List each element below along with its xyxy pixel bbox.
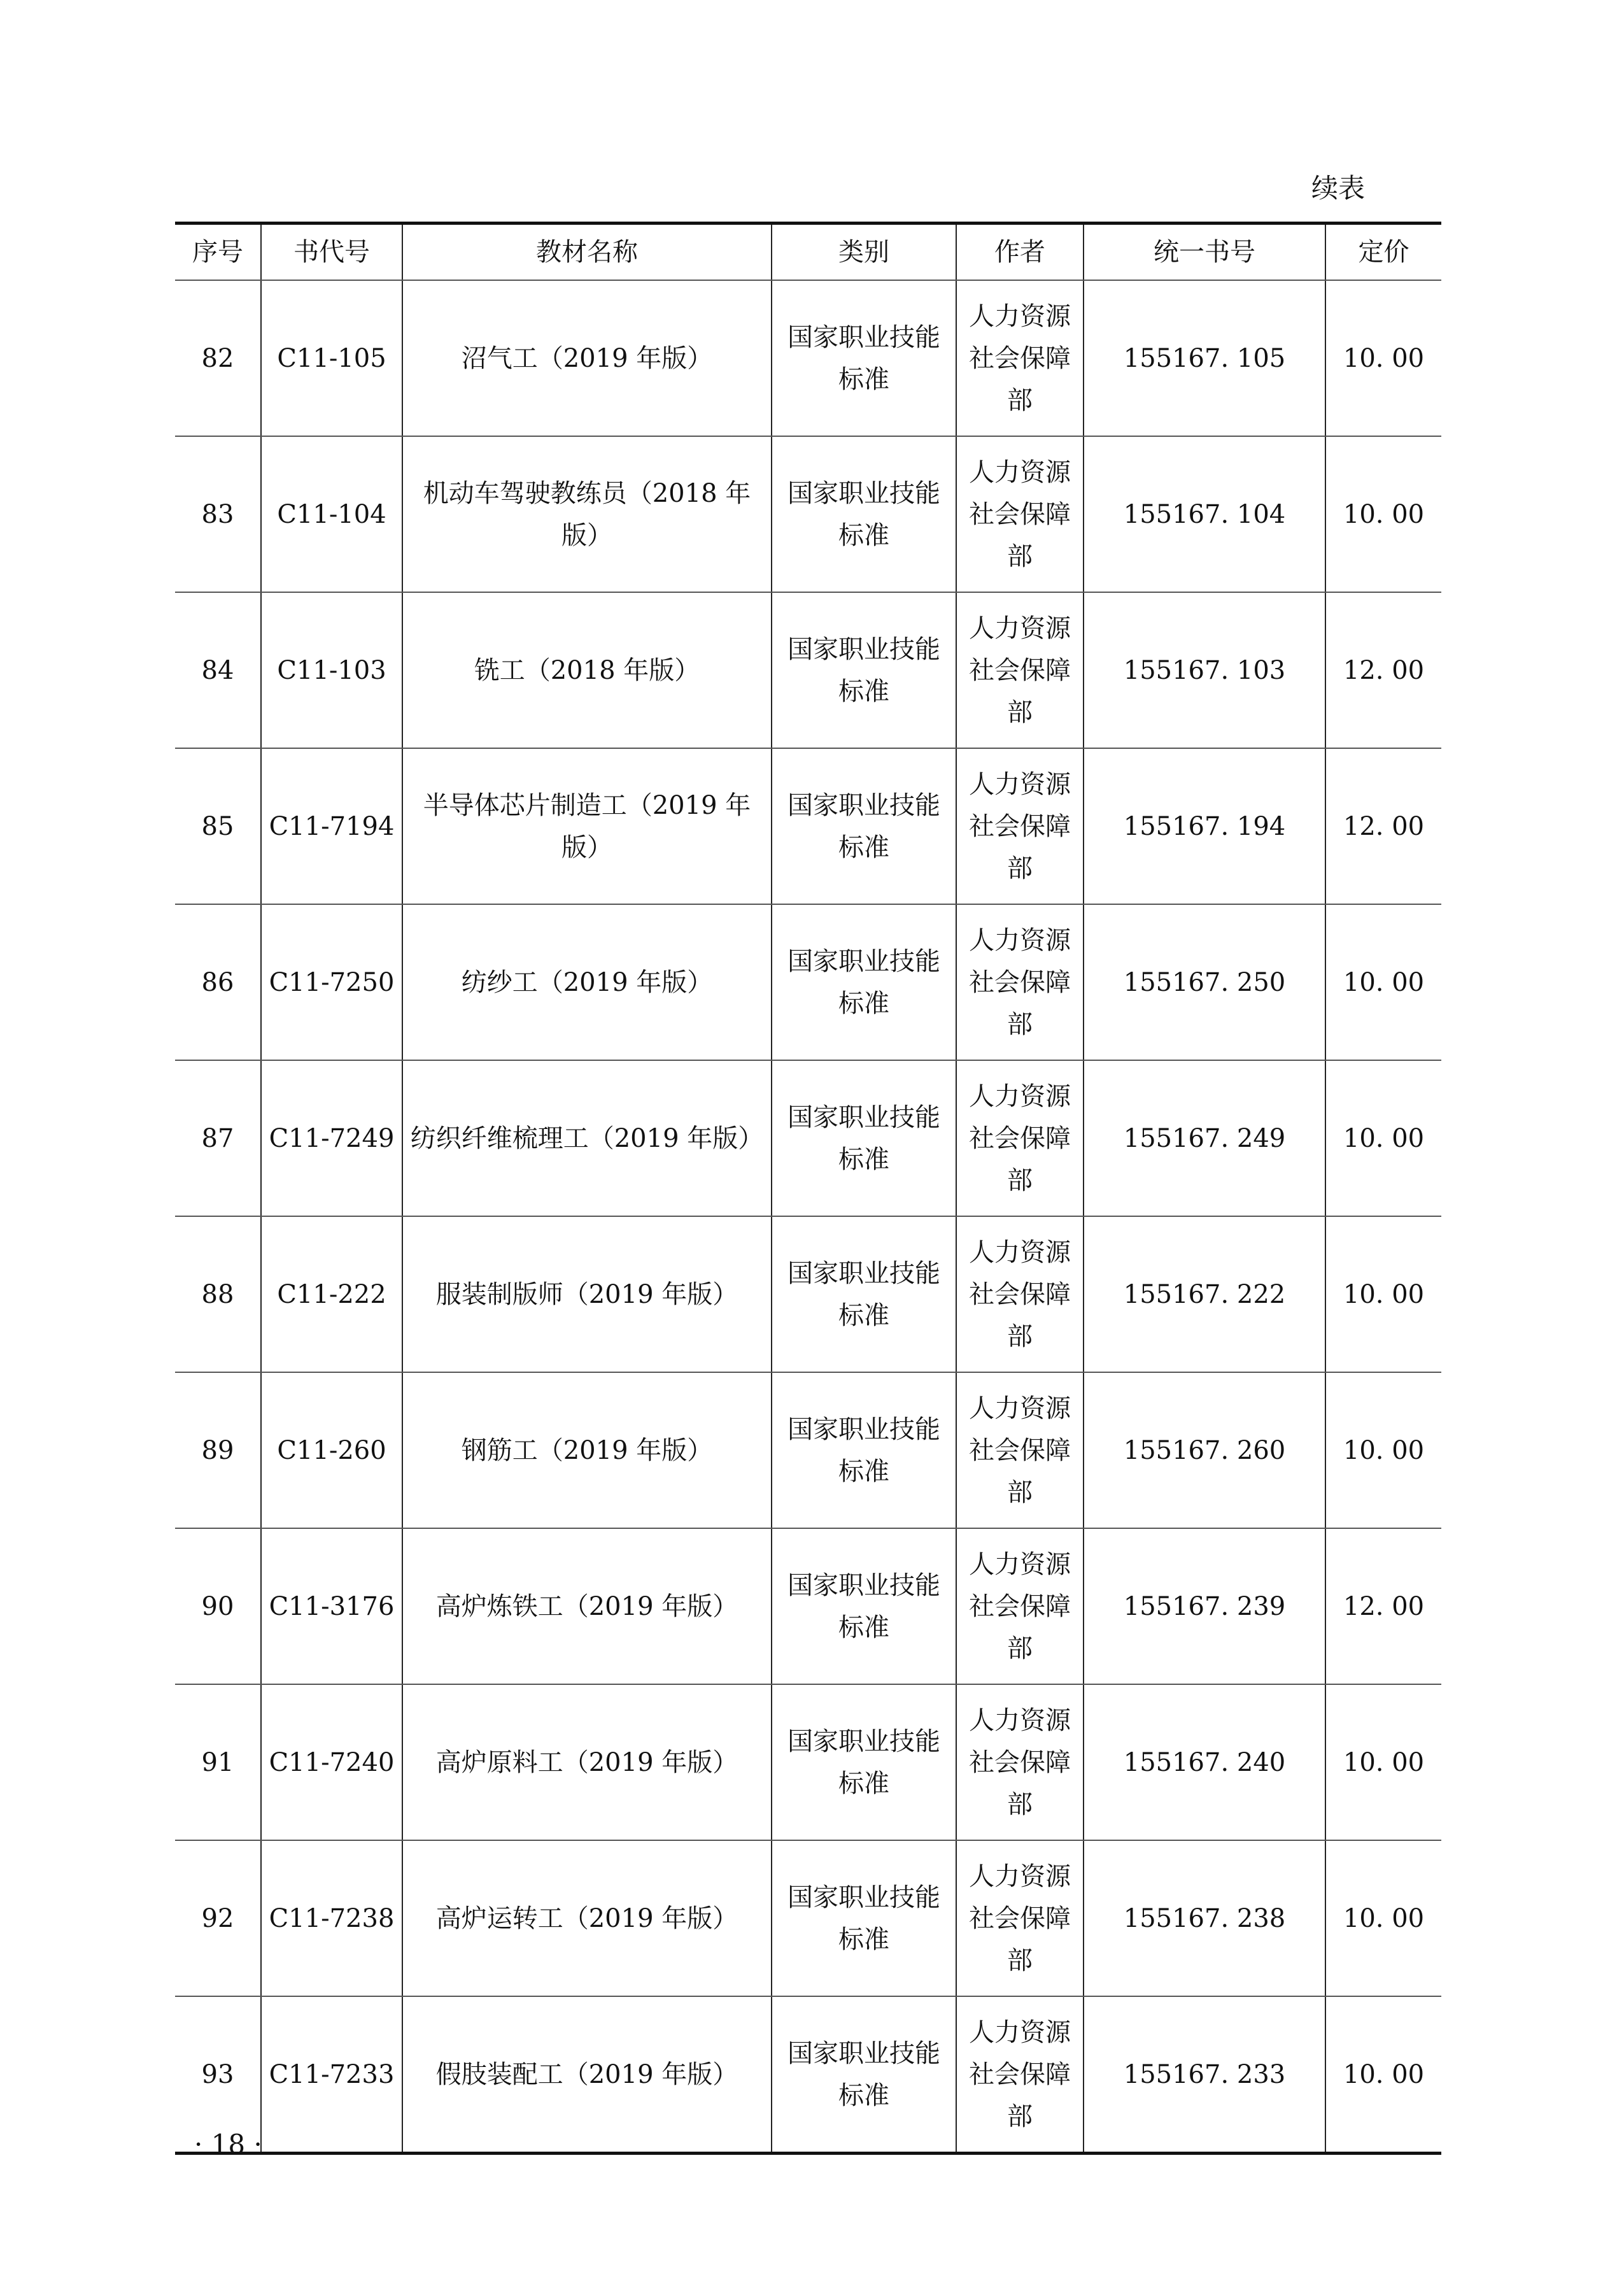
cell-isbn: 155167. 233 — [1084, 1996, 1325, 2154]
cell-price: 12. 00 — [1325, 592, 1441, 748]
cell-code: C11-7233 — [261, 1996, 402, 2154]
table-row — [175, 1996, 1441, 2154]
cell-isbn: 155167. 240 — [1084, 1684, 1325, 1840]
cell-author: 人力资源社会保障部 — [956, 1528, 1084, 1684]
cell-code: C11-105 — [261, 280, 402, 436]
cell-author: 人力资源社会保障部 — [956, 1216, 1084, 1372]
cell-author: 人力资源社会保障部 — [956, 436, 1084, 592]
cell-code: C11-3176 — [261, 1528, 402, 1684]
cell-isbn: 155167. 238 — [1084, 1840, 1325, 1996]
cell-author: 人力资源社会保障部 — [956, 1996, 1084, 2154]
cell-name: 机动车驾驶教练员（2018 年版） — [402, 436, 772, 592]
cell-name: 半导体芯片制造工（2019 年版） — [402, 748, 772, 904]
cell-no: 93 — [175, 1996, 261, 2154]
header-name: 教材名称 — [402, 224, 772, 281]
cell-price: 12. 00 — [1325, 748, 1441, 904]
cell-no: 86 — [175, 904, 261, 1060]
cell-price: 12. 00 — [1325, 1528, 1441, 1684]
cell-category: 国家职业技能标准 — [772, 1216, 956, 1372]
cell-author: 人力资源社会保障部 — [956, 1372, 1084, 1528]
table-row — [175, 1216, 1441, 1372]
header-price: 定价 — [1325, 224, 1441, 281]
cell-category: 国家职业技能标准 — [772, 904, 956, 1060]
header-category: 类别 — [772, 224, 956, 281]
cell-code: C11-103 — [261, 592, 402, 748]
cell-code: C11-7240 — [261, 1684, 402, 1840]
cell-price: 10. 00 — [1325, 1840, 1441, 1996]
cell-no: 84 — [175, 592, 261, 748]
table-row — [175, 748, 1441, 904]
cell-code: C11-7238 — [261, 1840, 402, 1996]
page-number: · 18 · — [194, 2129, 262, 2160]
cell-name: 高炉炼铁工（2019 年版） — [402, 1528, 772, 1684]
cell-name: 服装制版师（2019 年版） — [402, 1216, 772, 1372]
cell-category: 国家职业技能标准 — [772, 748, 956, 904]
header-author: 作者 — [956, 224, 1084, 281]
table-row — [175, 280, 1441, 436]
cell-category: 国家职业技能标准 — [772, 1528, 956, 1684]
table-row — [175, 436, 1441, 592]
table-row — [175, 1528, 1441, 1684]
cell-category: 国家职业技能标准 — [772, 1372, 956, 1528]
cell-no: 90 — [175, 1528, 261, 1684]
cell-code: C11-7249 — [261, 1060, 402, 1216]
cell-isbn: 155167. 249 — [1084, 1060, 1325, 1216]
header-code: 书代号 — [261, 224, 402, 281]
cell-price: 10. 00 — [1325, 1060, 1441, 1216]
cell-price: 10. 00 — [1325, 1216, 1441, 1372]
table-row — [175, 1060, 1441, 1216]
cell-code: C11-7194 — [261, 748, 402, 904]
cell-isbn: 155167. 104 — [1084, 436, 1325, 592]
cell-name: 假肢装配工（2019 年版） — [402, 1996, 772, 2154]
cell-code: C11-7250 — [261, 904, 402, 1060]
table-row — [175, 592, 1441, 748]
textbook-table — [175, 222, 1441, 2155]
header-no: 序号 — [175, 224, 261, 281]
cell-price: 10. 00 — [1325, 904, 1441, 1060]
table-row — [175, 904, 1441, 1060]
cell-author: 人力资源社会保障部 — [956, 280, 1084, 436]
table-row — [175, 1372, 1441, 1528]
cell-author: 人力资源社会保障部 — [956, 904, 1084, 1060]
cell-no: 82 — [175, 280, 261, 436]
cell-category: 国家职业技能标准 — [772, 436, 956, 592]
cell-no: 85 — [175, 748, 261, 904]
cell-author: 人力资源社会保障部 — [956, 1840, 1084, 1996]
cell-no: 87 — [175, 1060, 261, 1216]
cell-price: 10. 00 — [1325, 436, 1441, 592]
cell-category: 国家职业技能标准 — [772, 1684, 956, 1840]
cell-category: 国家职业技能标准 — [772, 1840, 956, 1996]
cell-name: 纺纱工（2019 年版） — [402, 904, 772, 1060]
cell-price: 10. 00 — [1325, 1996, 1441, 2154]
cell-author: 人力资源社会保障部 — [956, 1060, 1084, 1216]
header-isbn: 统一书号 — [1084, 224, 1325, 281]
cell-name: 钢筋工（2019 年版） — [402, 1372, 772, 1528]
cell-code: C11-260 — [261, 1372, 402, 1528]
cell-author: 人力资源社会保障部 — [956, 1684, 1084, 1840]
cell-price: 10. 00 — [1325, 1684, 1441, 1840]
cell-name: 铣工（2018 年版） — [402, 592, 772, 748]
cell-isbn: 155167. 222 — [1084, 1216, 1325, 1372]
cell-isbn: 155167. 260 — [1084, 1372, 1325, 1528]
cell-name: 高炉运转工（2019 年版） — [402, 1840, 772, 1996]
continued-label: 续表 — [1311, 173, 1366, 204]
cell-code: C11-222 — [261, 1216, 402, 1372]
cell-no: 91 — [175, 1684, 261, 1840]
table-row — [175, 1840, 1441, 1996]
cell-category: 国家职业技能标准 — [772, 280, 956, 436]
cell-category: 国家职业技能标准 — [772, 1060, 956, 1216]
cell-category: 国家职业技能标准 — [772, 1996, 956, 2154]
table-header-row — [175, 224, 1441, 281]
cell-no: 89 — [175, 1372, 261, 1528]
cell-no: 88 — [175, 1216, 261, 1372]
cell-code: C11-104 — [261, 436, 402, 592]
cell-isbn: 155167. 103 — [1084, 592, 1325, 748]
cell-no: 92 — [175, 1840, 261, 1996]
cell-isbn: 155167. 250 — [1084, 904, 1325, 1060]
cell-category: 国家职业技能标准 — [772, 592, 956, 748]
cell-author: 人力资源社会保障部 — [956, 748, 1084, 904]
cell-isbn: 155167. 194 — [1084, 748, 1325, 904]
cell-name: 沼气工（2019 年版） — [402, 280, 772, 436]
cell-price: 10. 00 — [1325, 1372, 1441, 1528]
cell-name: 纺织纤维梳理工（2019 年版） — [402, 1060, 772, 1216]
cell-author: 人力资源社会保障部 — [956, 592, 1084, 748]
cell-isbn: 155167. 105 — [1084, 280, 1325, 436]
cell-isbn: 155167. 239 — [1084, 1528, 1325, 1684]
cell-name: 高炉原料工（2019 年版） — [402, 1684, 772, 1840]
table-row — [175, 1684, 1441, 1840]
cell-no: 83 — [175, 436, 261, 592]
cell-price: 10. 00 — [1325, 280, 1441, 436]
